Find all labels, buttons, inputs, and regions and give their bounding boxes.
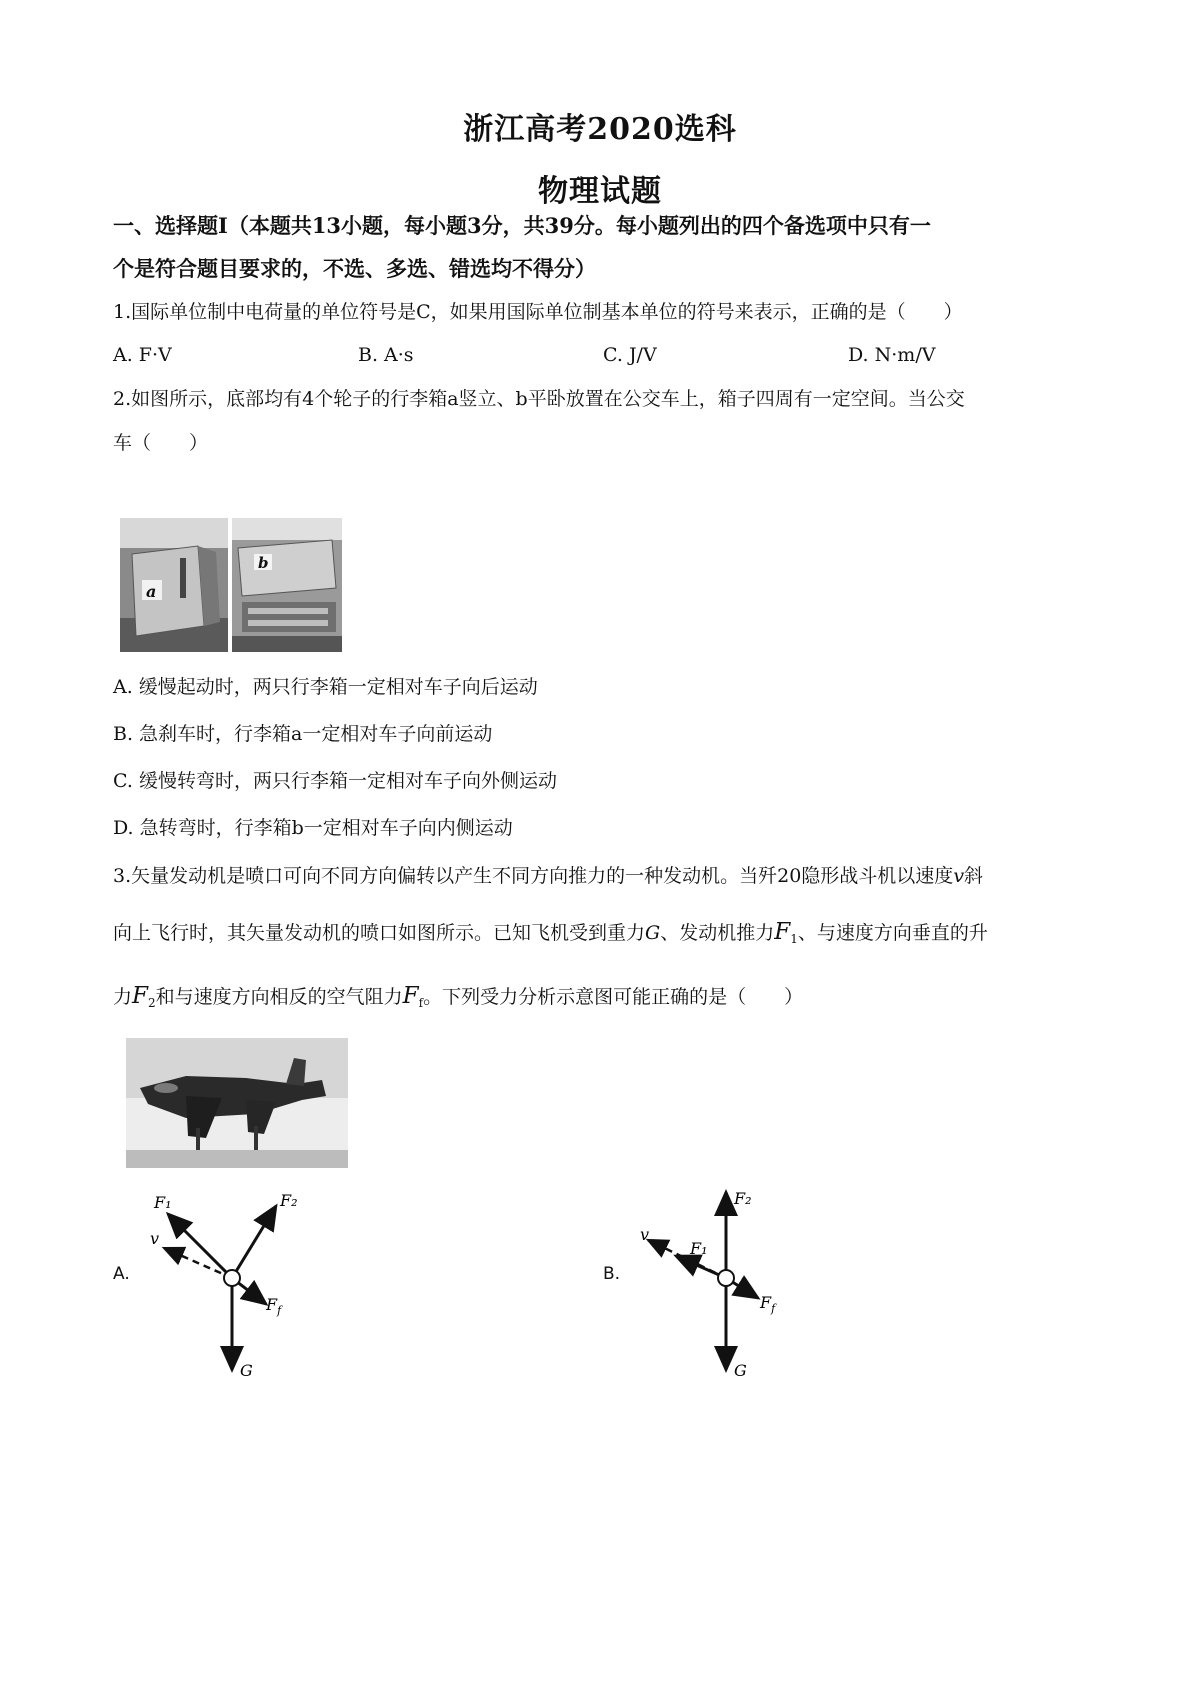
fighter-jet-photo (126, 1038, 348, 1168)
force-b-f2-label: F₂ (734, 1189, 752, 1208)
q1-option-d: D. N·m/V (848, 344, 936, 366)
exam-subtitle: 物理试题 (538, 174, 662, 209)
q2-option-c: C. 缓慢转弯时，两只行李箱一定相对车子向外侧运动 (113, 770, 557, 792)
force-diagram-b (630, 1180, 800, 1380)
force-b-v-arrow (648, 1240, 726, 1278)
luggage-a-photo (120, 518, 228, 652)
q3-option-a-label: A. (113, 1264, 130, 1284)
q3-stem-line2: 向上飞行时，其矢量发动机的喷口如图所示。已知飞机受到重力G、发动机推力$F_1$、与速度方向垂直的升 (113, 919, 988, 946)
force-a-ff-label: $F_f$ (266, 1295, 282, 1317)
force-a-center (224, 1270, 240, 1286)
force-b-g-label: G (734, 1361, 747, 1380)
force-a-v-arrow (164, 1248, 232, 1278)
force-a-v-label: v (150, 1229, 160, 1248)
q3-option-b-label: B. (603, 1264, 621, 1284)
luggage-b-photo (232, 518, 342, 652)
force-a-f2-arrow (232, 1206, 276, 1278)
q2-option-b: B. 急刹车时，行李箱a一定相对车子向前运动 (113, 723, 493, 745)
luggage-a-label: a (146, 582, 157, 601)
force-a-f2-label: F₂ (280, 1191, 298, 1210)
section-header-line2: 个是符合题目要求的，不选、多选、错选均不得分） (113, 256, 596, 281)
q1-option-c: C. J/V (603, 344, 657, 366)
luggage-b-label: b (258, 554, 269, 572)
q2-stem-line1: 2.如图所示，底部均有4个轮子的行李箱a竖立、b平卧放置在公交车上，箱子四周有一定空间。当公交 (113, 388, 965, 410)
q3-stem-line1: 3.矢量发动机是喷口可向不同方向偏转以产生不同方向推力的一种发动机。当歼20隐形战斗机以速度v斜 (113, 865, 984, 887)
section-header-line1: 一、选择题Ⅰ（本题共13小题，每小题3分，共39分。每小题列出的四个备选项中只有一 (113, 213, 931, 238)
q2-option-d: D. 急转弯时，行李箱b一定相对车子向内侧运动 (113, 817, 513, 839)
force-a-g-label: G (240, 1361, 253, 1380)
q2-stem-line2: 车（ ） (113, 432, 209, 454)
force-b-ff-label: $F_f$ (760, 1293, 776, 1315)
q1-option-a: A. F·V (113, 344, 172, 366)
q3-stem-line3: 力$F_2$和与速度方向相反的空气阻力$F_f$。下列受力分析示意图可能正确的是（ ） (113, 983, 804, 1010)
exam-title: 浙江高考2020选科 (463, 112, 737, 147)
force-b-f1-label: F₁ (690, 1239, 708, 1258)
q1-stem: 1.国际单位制中电荷量的单位符号是C，如果用国际单位制基本单位的符号来表示，正确的是（ ） (113, 301, 963, 323)
q2-option-a: A. 缓慢起动时，两只行李箱一定相对车子向后运动 (113, 676, 538, 698)
q1-option-b: B. A·s (358, 344, 414, 366)
force-b-center (718, 1270, 734, 1286)
force-b-v-label: v (640, 1225, 650, 1244)
force-a-f1-arrow (168, 1214, 232, 1278)
force-a-f1-label: F₁ (154, 1193, 172, 1212)
force-diagram-a (140, 1180, 310, 1380)
